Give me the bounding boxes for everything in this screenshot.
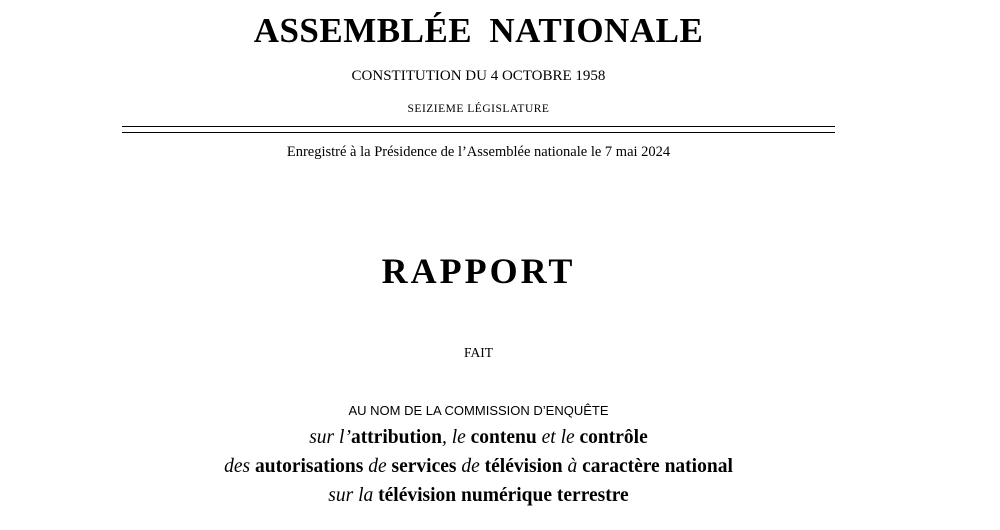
subject-segment: de bbox=[363, 456, 392, 477]
registration-date-line: Enregistré à la Présidence de l’Assemblée nationale le 7 mai 2024 bbox=[286, 144, 671, 160]
subject-segment: sur l’ bbox=[309, 427, 351, 448]
commission-line: AU NOM DE LA COMMISSION D’ENQUÊTE bbox=[348, 403, 609, 418]
assembly-title: ASSEMBLÉE NATIONALE bbox=[253, 11, 704, 50]
subject-segment: contenu bbox=[470, 427, 537, 448]
subject-segment: à bbox=[562, 456, 583, 477]
fait-label: FAIT bbox=[464, 345, 493, 360]
subject-segment: de bbox=[456, 456, 485, 477]
subject-segment: autorisations bbox=[255, 456, 364, 477]
subject-segment: télévision bbox=[484, 456, 563, 477]
subject-segment: , bbox=[441, 427, 452, 448]
subject-line-2 bbox=[122, 453, 835, 481]
subject-line-1 bbox=[122, 424, 835, 452]
report-title: RAPPORT bbox=[381, 251, 576, 291]
constitution-line: CONSTITUTION DU 4 OCTOBRE 1958 bbox=[351, 68, 606, 84]
header-rule-top bbox=[122, 126, 835, 127]
legislature-line: SEIZIEME LÉGISLATURE bbox=[407, 103, 550, 115]
subject-line-3 bbox=[122, 482, 835, 510]
subject-segment: attribution bbox=[350, 427, 442, 448]
subject-segment: contrôle bbox=[579, 427, 648, 448]
subject-segment: des bbox=[224, 456, 255, 477]
subject-segment: sur la bbox=[328, 485, 379, 506]
subject-segment: caractère national bbox=[582, 456, 733, 477]
subject-segment: services bbox=[391, 456, 457, 477]
subject-segment: et le bbox=[536, 427, 580, 448]
subject-segment: télévision numérique terrestre bbox=[378, 485, 629, 506]
header-rule-bottom bbox=[122, 132, 835, 133]
subject-segment: le bbox=[451, 427, 471, 448]
